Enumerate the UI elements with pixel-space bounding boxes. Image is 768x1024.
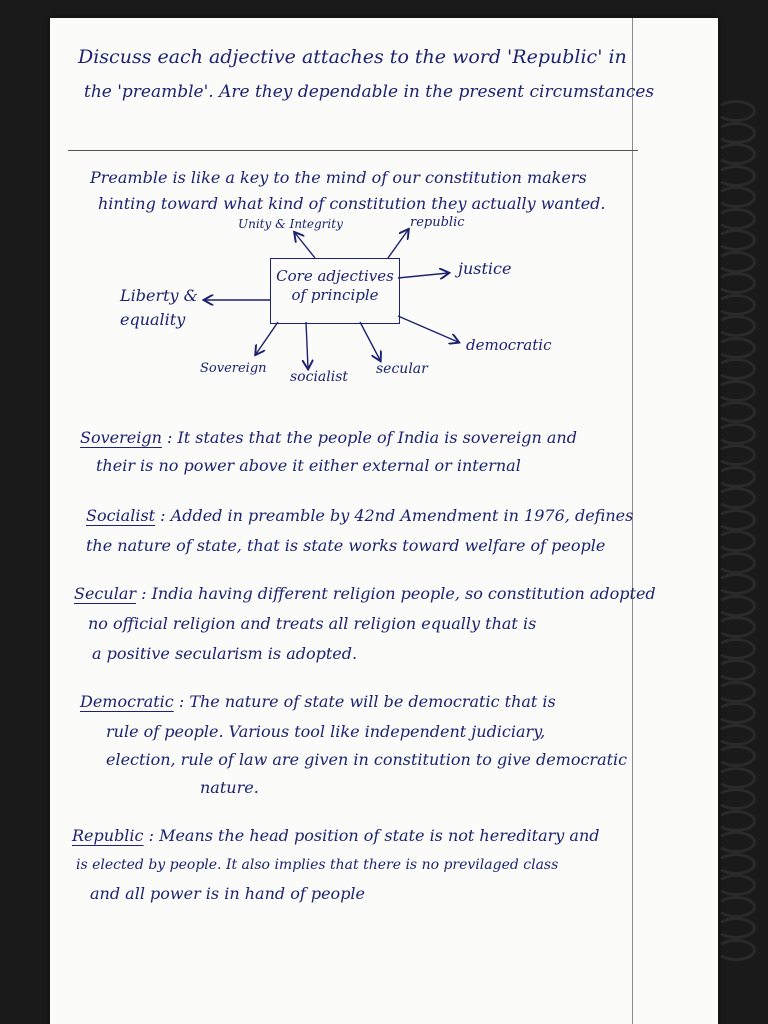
spiral-coil — [716, 767, 756, 789]
democratic-label: democratic — [466, 336, 552, 354]
socialist-line-1: Added in preamble by 42nd Amendment in 1976, defines — [170, 506, 634, 525]
intro-line-2: hinting toward what kind of constitution they actually wanted. — [98, 194, 606, 213]
spiral-coil — [716, 509, 756, 531]
spiral-coil — [716, 681, 756, 703]
spiral-coil — [716, 810, 756, 832]
secular-line-2: no official religion and treats all religion equally that is — [88, 614, 537, 633]
spiral-coil — [716, 251, 756, 273]
secular-label: secular — [376, 361, 428, 377]
spiral-coil — [716, 939, 756, 961]
sovereign-line-2: their is no power above it either external or internal — [96, 456, 521, 475]
spiral-coil — [716, 423, 756, 445]
democratic-line-4: nature. — [200, 778, 259, 797]
spiral-coil — [716, 487, 756, 509]
question-line-2: the 'preamble'. Are they dependable in the present circumstances — [84, 82, 655, 102]
socialist-line-2: the nature of state, that is state works toward welfare of people — [86, 536, 606, 555]
notebook-page — [50, 18, 718, 1024]
unity-label: Unity & Integrity — [238, 217, 343, 231]
democratic-line-1: The nature of state will be democratic that is — [189, 692, 556, 711]
spiral-coil — [716, 616, 756, 638]
spiral-coil — [716, 595, 756, 617]
spiral-coil — [716, 552, 756, 574]
spiral-coil — [716, 229, 756, 251]
republic-line-1: Means the head position of state is not hereditary and — [159, 826, 600, 845]
spiral-coil — [716, 337, 756, 359]
question-line-1: Discuss each adjective attaches to the word 'Republic' in — [78, 46, 627, 68]
secular-line-3: a positive secularism is adopted. — [92, 644, 358, 663]
center-label-1: Core adjectives — [276, 267, 394, 285]
secular-line-1: India having different religion people, so constitution adopted — [151, 584, 656, 603]
spiral-coil — [716, 122, 756, 144]
democratic-section: Democratic : The nature of state will be democratic that is — [80, 692, 556, 711]
spiral-coil — [716, 100, 756, 122]
democratic-line-3: election, rule of law are given in constitution to give democratic — [106, 750, 628, 769]
spiral-coil — [716, 896, 756, 918]
spiral-coil — [716, 272, 756, 294]
sovereign-line-1: It states that the people of India is sovereign and — [177, 428, 577, 447]
republic-heading: Republic — [72, 826, 144, 845]
spiral-coil — [716, 530, 756, 552]
spiral-coil — [716, 208, 756, 230]
republic-line-3: and all power is in hand of people — [90, 884, 366, 903]
spiral-coil — [716, 165, 756, 187]
socialist-label: socialist — [290, 369, 349, 385]
spiral-coil — [716, 745, 756, 767]
sovereign-label: Sovereign — [200, 361, 267, 376]
spiral-coil — [716, 466, 756, 488]
republic-section: Republic : Means the head position of state is not hereditary and — [72, 826, 600, 845]
center-label-2: of principle — [291, 286, 379, 304]
socialist-heading: Socialist — [86, 506, 156, 525]
secular-section: Secular : India having different religion people, so constitution adopted — [74, 584, 656, 603]
spiral-coil — [716, 917, 756, 939]
liberty-label-1: Liberty & — [120, 286, 198, 305]
sovereign-section: Sovereign : It states that the people of India is sovereign and — [80, 428, 577, 447]
spiral-coil — [716, 294, 756, 316]
spiral-coil — [716, 874, 756, 896]
spiral-coil — [716, 143, 756, 165]
intro-line-1: Preamble is like a key to the mind of our constitution makers — [90, 168, 587, 187]
spiral-coil — [716, 573, 756, 595]
republic-line-2: is elected by people. It also implies that there is no previlaged class — [76, 857, 559, 873]
republic-label: republic — [410, 215, 465, 230]
spiral-coil — [716, 315, 756, 337]
spiral-coil — [716, 788, 756, 810]
spiral-coil — [716, 358, 756, 380]
spiral-coil — [716, 659, 756, 681]
sovereign-heading: Sovereign — [80, 428, 162, 447]
core-adjectives-box — [270, 258, 400, 324]
liberty-label-2: equality — [120, 310, 186, 329]
spiral-coil — [716, 702, 756, 724]
socialist-section: Socialist : Added in preamble by 42nd Amendment in 1976, defines — [86, 506, 634, 525]
spiral-coil — [716, 638, 756, 660]
secular-heading: Secular — [74, 584, 136, 603]
spiral-coil — [716, 724, 756, 746]
spiral-coil — [716, 186, 756, 208]
spiral-coil — [716, 853, 756, 875]
spiral-coil — [716, 401, 756, 423]
democratic-line-2: rule of people. Various tool like independent judiciary, — [106, 722, 546, 741]
spiral-coil — [716, 444, 756, 466]
justice-label: justice — [458, 259, 512, 278]
notebook-spiral-binding — [718, 100, 768, 970]
spiral-coil — [716, 831, 756, 853]
democratic-heading: Democratic — [80, 692, 174, 711]
spiral-coil — [716, 380, 756, 402]
